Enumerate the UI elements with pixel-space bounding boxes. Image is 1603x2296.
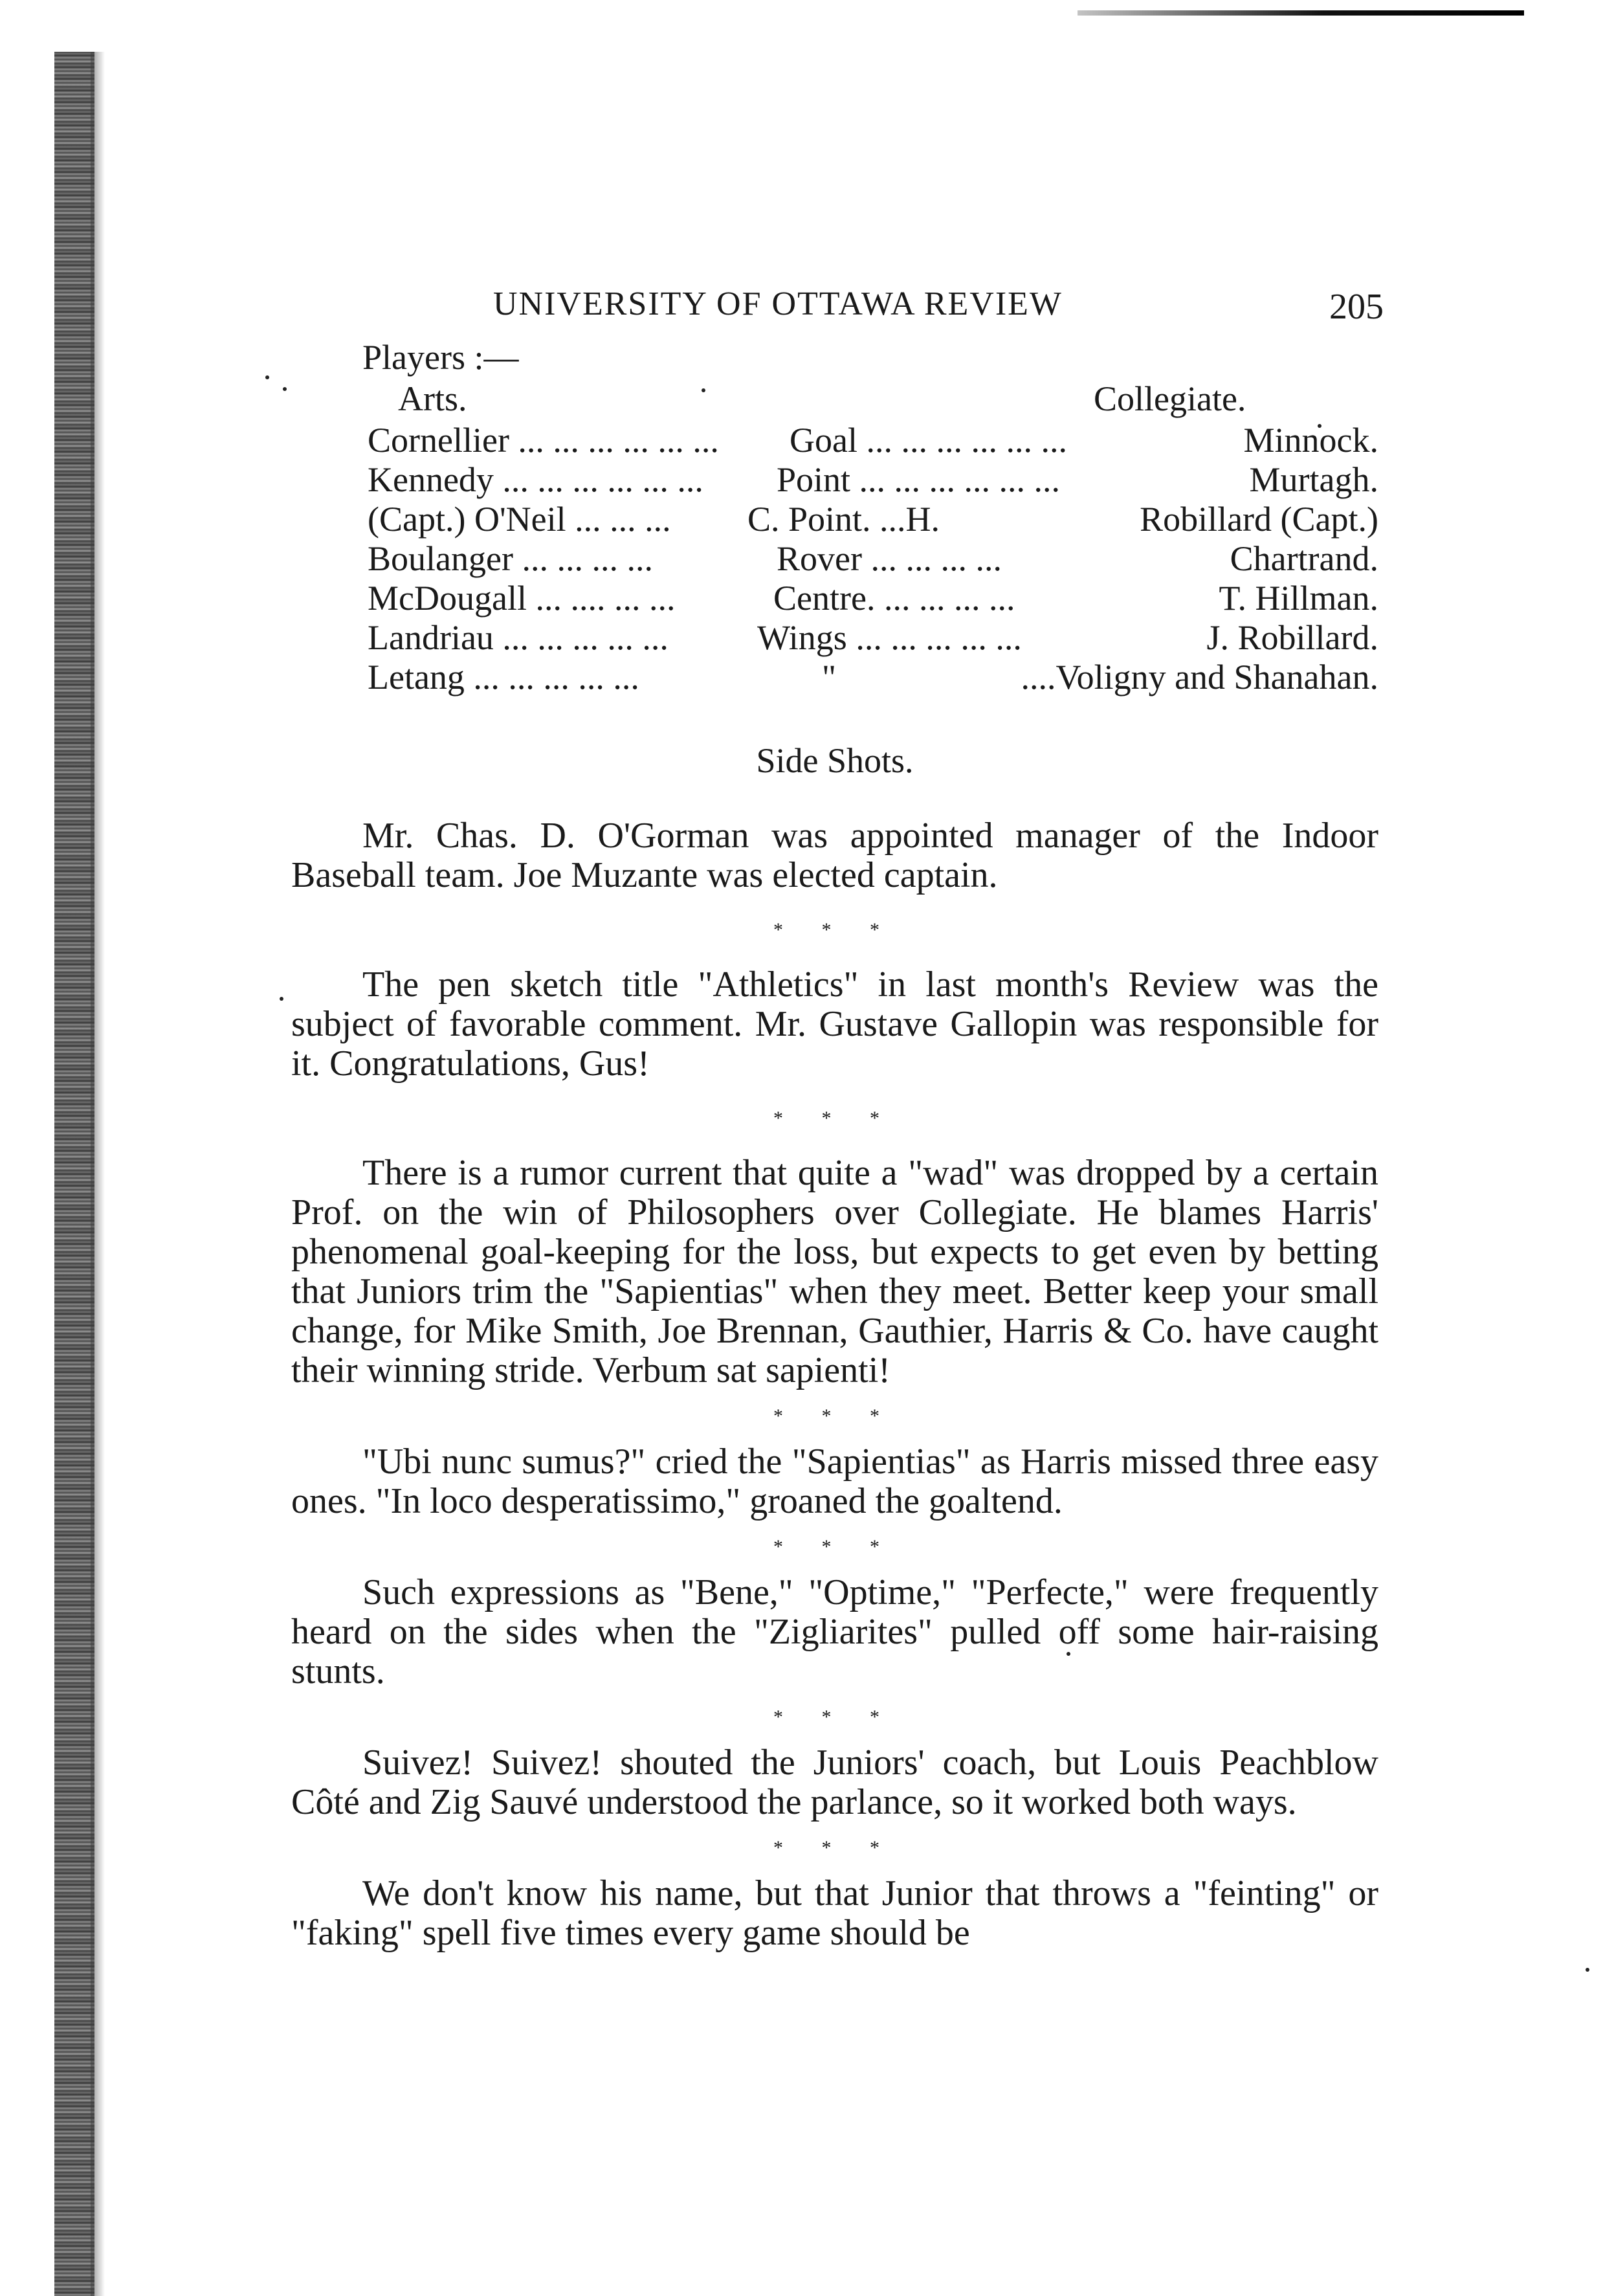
roster-row: [291, 658, 1378, 697]
page-number: 205: [1329, 287, 1384, 327]
roster-position: Goal ... ... ... ... ... ...: [790, 421, 1067, 460]
paragraph: "Ubi nunc sumus?" cried the "Sapientias" as Harris missed three easy ones. "In loco desperatissimo," groaned the goaltend.: [291, 1442, 1378, 1521]
team-left-heading: Arts.: [398, 379, 467, 418]
paragraph: We don't know his name, but that Junior that throws a "feinting" or "faking" spell five times every game should be: [291, 1873, 1378, 1953]
page-text: [291, 285, 1384, 1953]
roster-right-player: Minnock.: [1243, 421, 1378, 460]
roster-right-player: Murtagh.: [1249, 460, 1378, 499]
paragraph: The pen sketch title "Athletics" in last month's Review was the subject of favorable comment. Mr. Gustave Gallopin was responsible for it. Congratulations, Gus!: [291, 964, 1378, 1084]
roster-right-player: ....Voligny and Shanahan.: [1021, 658, 1378, 697]
roster-row: [291, 460, 1378, 500]
roster-position: Wings ... ... ... ... ...: [757, 618, 1022, 657]
separator: * * *: [773, 1405, 896, 1427]
paragraph: Such expressions as "Bene," "Optime," "Perfecte," were frequently heard on the sides when the "Zigliarites" pulled off some hair-raising stunts.: [291, 1572, 1378, 1691]
separator: * * *: [773, 1837, 896, 1858]
roster-left-player: Letang ... ... ... ... ...: [368, 658, 639, 697]
team-headings: [291, 378, 1378, 419]
roster-position: C. Point. ...H.: [747, 500, 940, 539]
roster-left-player: Kennedy ... ... ... ... ... ...: [368, 460, 703, 499]
roster-row: [291, 618, 1378, 658]
separator: * * *: [773, 1536, 896, 1557]
roster-position: Centre. ... ... ... ...: [773, 579, 1015, 618]
roster-right-player: T. Hillman.: [1219, 579, 1378, 618]
roster-row: [291, 539, 1378, 579]
running-head: [291, 285, 1384, 337]
binding-edge: [54, 52, 94, 2296]
running-title: UNIVERSITY OF OTTAWA REVIEW: [493, 285, 1063, 322]
scan-speck: [283, 387, 287, 391]
roster-row: [291, 421, 1378, 460]
roster-right-player: J. Robillard.: [1206, 618, 1378, 657]
paragraph: There is a rumor current that quite a "wad" was dropped by a certain Prof. on the win of Philosophers over Collegiate. He blames Harris' phenomenal goal-keeping for the loss, but expects to get even by betting that Juniors trim the "Sapientias" when they meet. Better keep your small change, for Mike Smith, Joe Brennan, Gauthier, Harris & Co. have caught their winning stride. Verbum sat sapienti!: [291, 1153, 1378, 1390]
players-heading: Players :—: [362, 338, 519, 377]
scan-speck: [1586, 1968, 1589, 1972]
roster-left-player: Boulanger ... ... ... ...: [368, 539, 653, 578]
scan-speck: [280, 997, 283, 1001]
separator: * * *: [773, 919, 896, 941]
paragraph: Mr. Chas. D. O'Gorman was appointed manager of the Indoor Baseball team. Joe Muzante was elected captain.: [291, 816, 1378, 895]
roster-right-player: Robillard (Capt.): [1140, 500, 1378, 539]
separator: * * *: [773, 1706, 896, 1728]
roster-position: ": [822, 658, 837, 697]
roster-left-player: McDougall ... .... ... ...: [368, 579, 676, 618]
roster-position: Rover ... ... ... ...: [777, 539, 1002, 578]
binding-shadow: [91, 52, 105, 2296]
scan-speck: [265, 375, 269, 379]
section-title: Side Shots.: [756, 741, 914, 780]
roster-row: [291, 579, 1378, 618]
roster-table: [291, 421, 1378, 697]
roster-position: Point ... ... ... ... ... ...: [777, 460, 1061, 499]
roster-right-player: Chartrand.: [1230, 539, 1378, 578]
team-right-heading: Collegiate.: [1094, 379, 1246, 418]
roster-row: [291, 500, 1378, 539]
separator: * * *: [773, 1108, 896, 1129]
paragraph: Suivez! Suivez! shouted the Juniors' coach, but Louis Peachblow Côté and Zig Sauvé understood the parlance, so it worked both ways.: [291, 1743, 1378, 1822]
roster-left-player: (Capt.) O'Neil ... ... ...: [368, 500, 671, 539]
scan-top-rule: [1078, 10, 1524, 16]
roster-left-player: Cornellier ... ... ... ... ... ...: [368, 421, 719, 460]
roster-left-player: Landriau ... ... ... ... ...: [368, 618, 669, 657]
